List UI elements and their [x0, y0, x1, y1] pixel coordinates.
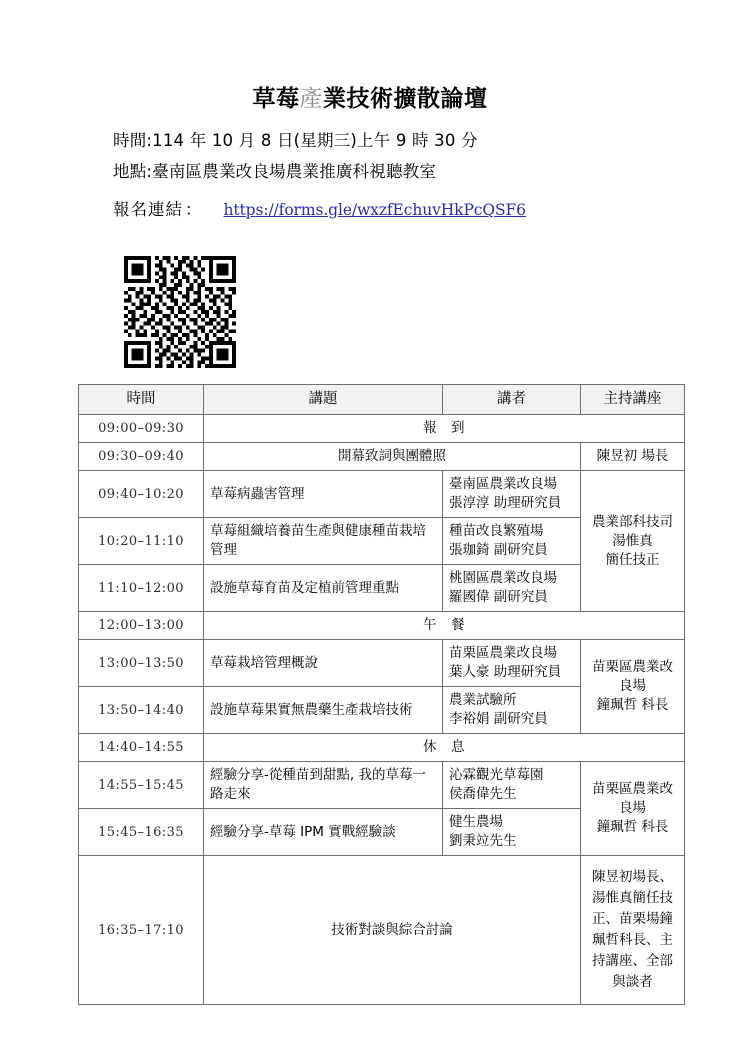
event-time-line: 時間:114 年 10 月 8 日(星期三)上午 9 時 30 分	[113, 131, 478, 150]
cell-chair: 陳昱初 場長	[581, 443, 685, 471]
cell-speaker	[443, 471, 581, 518]
table-row	[79, 443, 685, 471]
page-title	[0, 84, 740, 114]
chair-line: 良場	[619, 678, 646, 694]
table-row	[79, 734, 685, 762]
cell-time: 15:45–16:35	[79, 809, 204, 856]
column-header-chair: 主持講座	[581, 385, 685, 415]
cell-fullwidth-text: 休 息	[204, 734, 685, 762]
speaker-name: 張淳淳 助理研究員	[449, 495, 562, 511]
cell-time: 12:00–13:00	[79, 612, 204, 640]
column-header-speaker: 講者	[443, 385, 581, 415]
cell-topic: 草莓組織培養苗生產與健康種苗栽培管理	[204, 518, 443, 565]
chair-line: 農業部科技司	[592, 513, 673, 530]
cell-time: 11:10–12:00	[79, 565, 204, 612]
speaker-org: 種苗改良繁殖場	[449, 523, 544, 539]
column-header-topic: 講題	[204, 385, 443, 415]
cell-chair: 陳昱初場長、湯惟真簡任技正、苗栗場鐘珮哲科長、主持講座、全部與談者	[581, 856, 685, 1005]
cell-time: 09:40–10:20	[79, 471, 204, 518]
table-row	[79, 640, 685, 687]
registration-url-link[interactable]: https://forms.gle/wxzfEchuvHkPcQSF6	[223, 201, 526, 219]
cell-topic: 開幕致詞與團體照	[204, 443, 581, 471]
cell-time: 14:55–15:45	[79, 762, 204, 809]
cell-topic: 技術對談與綜合討論	[204, 856, 581, 1005]
cell-speaker	[443, 565, 581, 612]
cell-time: 16:35–17:10	[79, 856, 204, 1005]
chair-line: 鐘珮哲 科長	[596, 697, 669, 713]
speaker-org: 臺南區農業改良場	[449, 476, 557, 492]
speaker-name: 羅國偉 副研究員	[449, 589, 548, 605]
table-row	[79, 856, 685, 1005]
speaker-name: 葉人豪 助理研究員	[449, 664, 562, 680]
cell-chair	[581, 640, 685, 734]
speaker-name: 侯喬偉先生	[449, 786, 517, 802]
table-header-row	[79, 385, 685, 415]
cell-fullwidth-text: 報 到	[204, 415, 685, 443]
table-row	[79, 471, 685, 518]
chair-line: 湯惟真	[612, 532, 653, 549]
cell-topic: 設施草莓育苗及定植前管理重點	[204, 565, 443, 612]
schedule-table	[78, 384, 685, 1005]
cell-topic: 經驗分享-從種苗到甜點, 我的草莓一路走來	[204, 762, 443, 809]
speaker-org: 農業試驗所	[449, 692, 517, 708]
cell-time: 10:20–11:10	[79, 518, 204, 565]
chair-line: 苗栗區農業改	[592, 781, 673, 797]
table-row	[79, 762, 685, 809]
cell-topic: 草莓栽培管理概說	[204, 640, 443, 687]
page-title-part-2: 產	[299, 86, 323, 112]
cell-speaker	[443, 809, 581, 856]
cell-time: 13:50–14:40	[79, 687, 204, 734]
cell-fullwidth-text: 午 餐	[204, 612, 685, 640]
speaker-org: 桃園區農業改良場	[449, 570, 557, 586]
cell-speaker	[443, 640, 581, 687]
cell-speaker	[443, 518, 581, 565]
speaker-org: 沁霖觀光草莓園	[449, 767, 544, 783]
cell-topic: 經驗分享-草莓 IPM 實戰經驗談	[204, 809, 443, 856]
cell-chair	[581, 471, 685, 612]
speaker-name: 劉秉竝先生	[449, 833, 517, 849]
cell-speaker	[443, 687, 581, 734]
page-title-part-3: 業技術擴散論壇	[323, 86, 488, 112]
chair-line: 鐘珮哲 科長	[596, 819, 669, 835]
registration-line	[113, 198, 526, 222]
cell-time: 13:00–13:50	[79, 640, 204, 687]
registration-label: 報名連結	[113, 200, 183, 219]
chair-line: 簡任技正	[605, 551, 660, 568]
cell-time: 09:00–09:30	[79, 415, 204, 443]
speaker-name: 張珈錡 副研究員	[449, 542, 548, 558]
column-header-time: 時間	[79, 385, 204, 415]
speaker-org: 健生農場	[449, 814, 503, 830]
qr-code-image[interactable]	[124, 256, 236, 368]
table-row	[79, 415, 685, 443]
cell-chair	[581, 762, 685, 856]
event-place-line: 地點:臺南區農業改良場農業推廣科視聽教室	[113, 162, 437, 181]
table-row	[79, 612, 685, 640]
cell-time: 09:30–09:40	[79, 443, 204, 471]
chair-line: 良場	[619, 800, 646, 816]
cell-topic: 設施草莓果實無農藥生產栽培技術	[204, 687, 443, 734]
chair-line: 苗栗區農業改	[592, 659, 673, 675]
registration-separator: ：	[185, 200, 202, 219]
cell-time: 14:40–14:55	[79, 734, 204, 762]
cell-topic: 草莓病蟲害管理	[204, 471, 443, 518]
speaker-org: 苗栗區農業改良場	[449, 645, 557, 661]
cell-speaker	[443, 762, 581, 809]
page-title-part-1: 草莓	[252, 86, 300, 112]
speaker-name: 李裕娟 副研究員	[449, 711, 548, 727]
